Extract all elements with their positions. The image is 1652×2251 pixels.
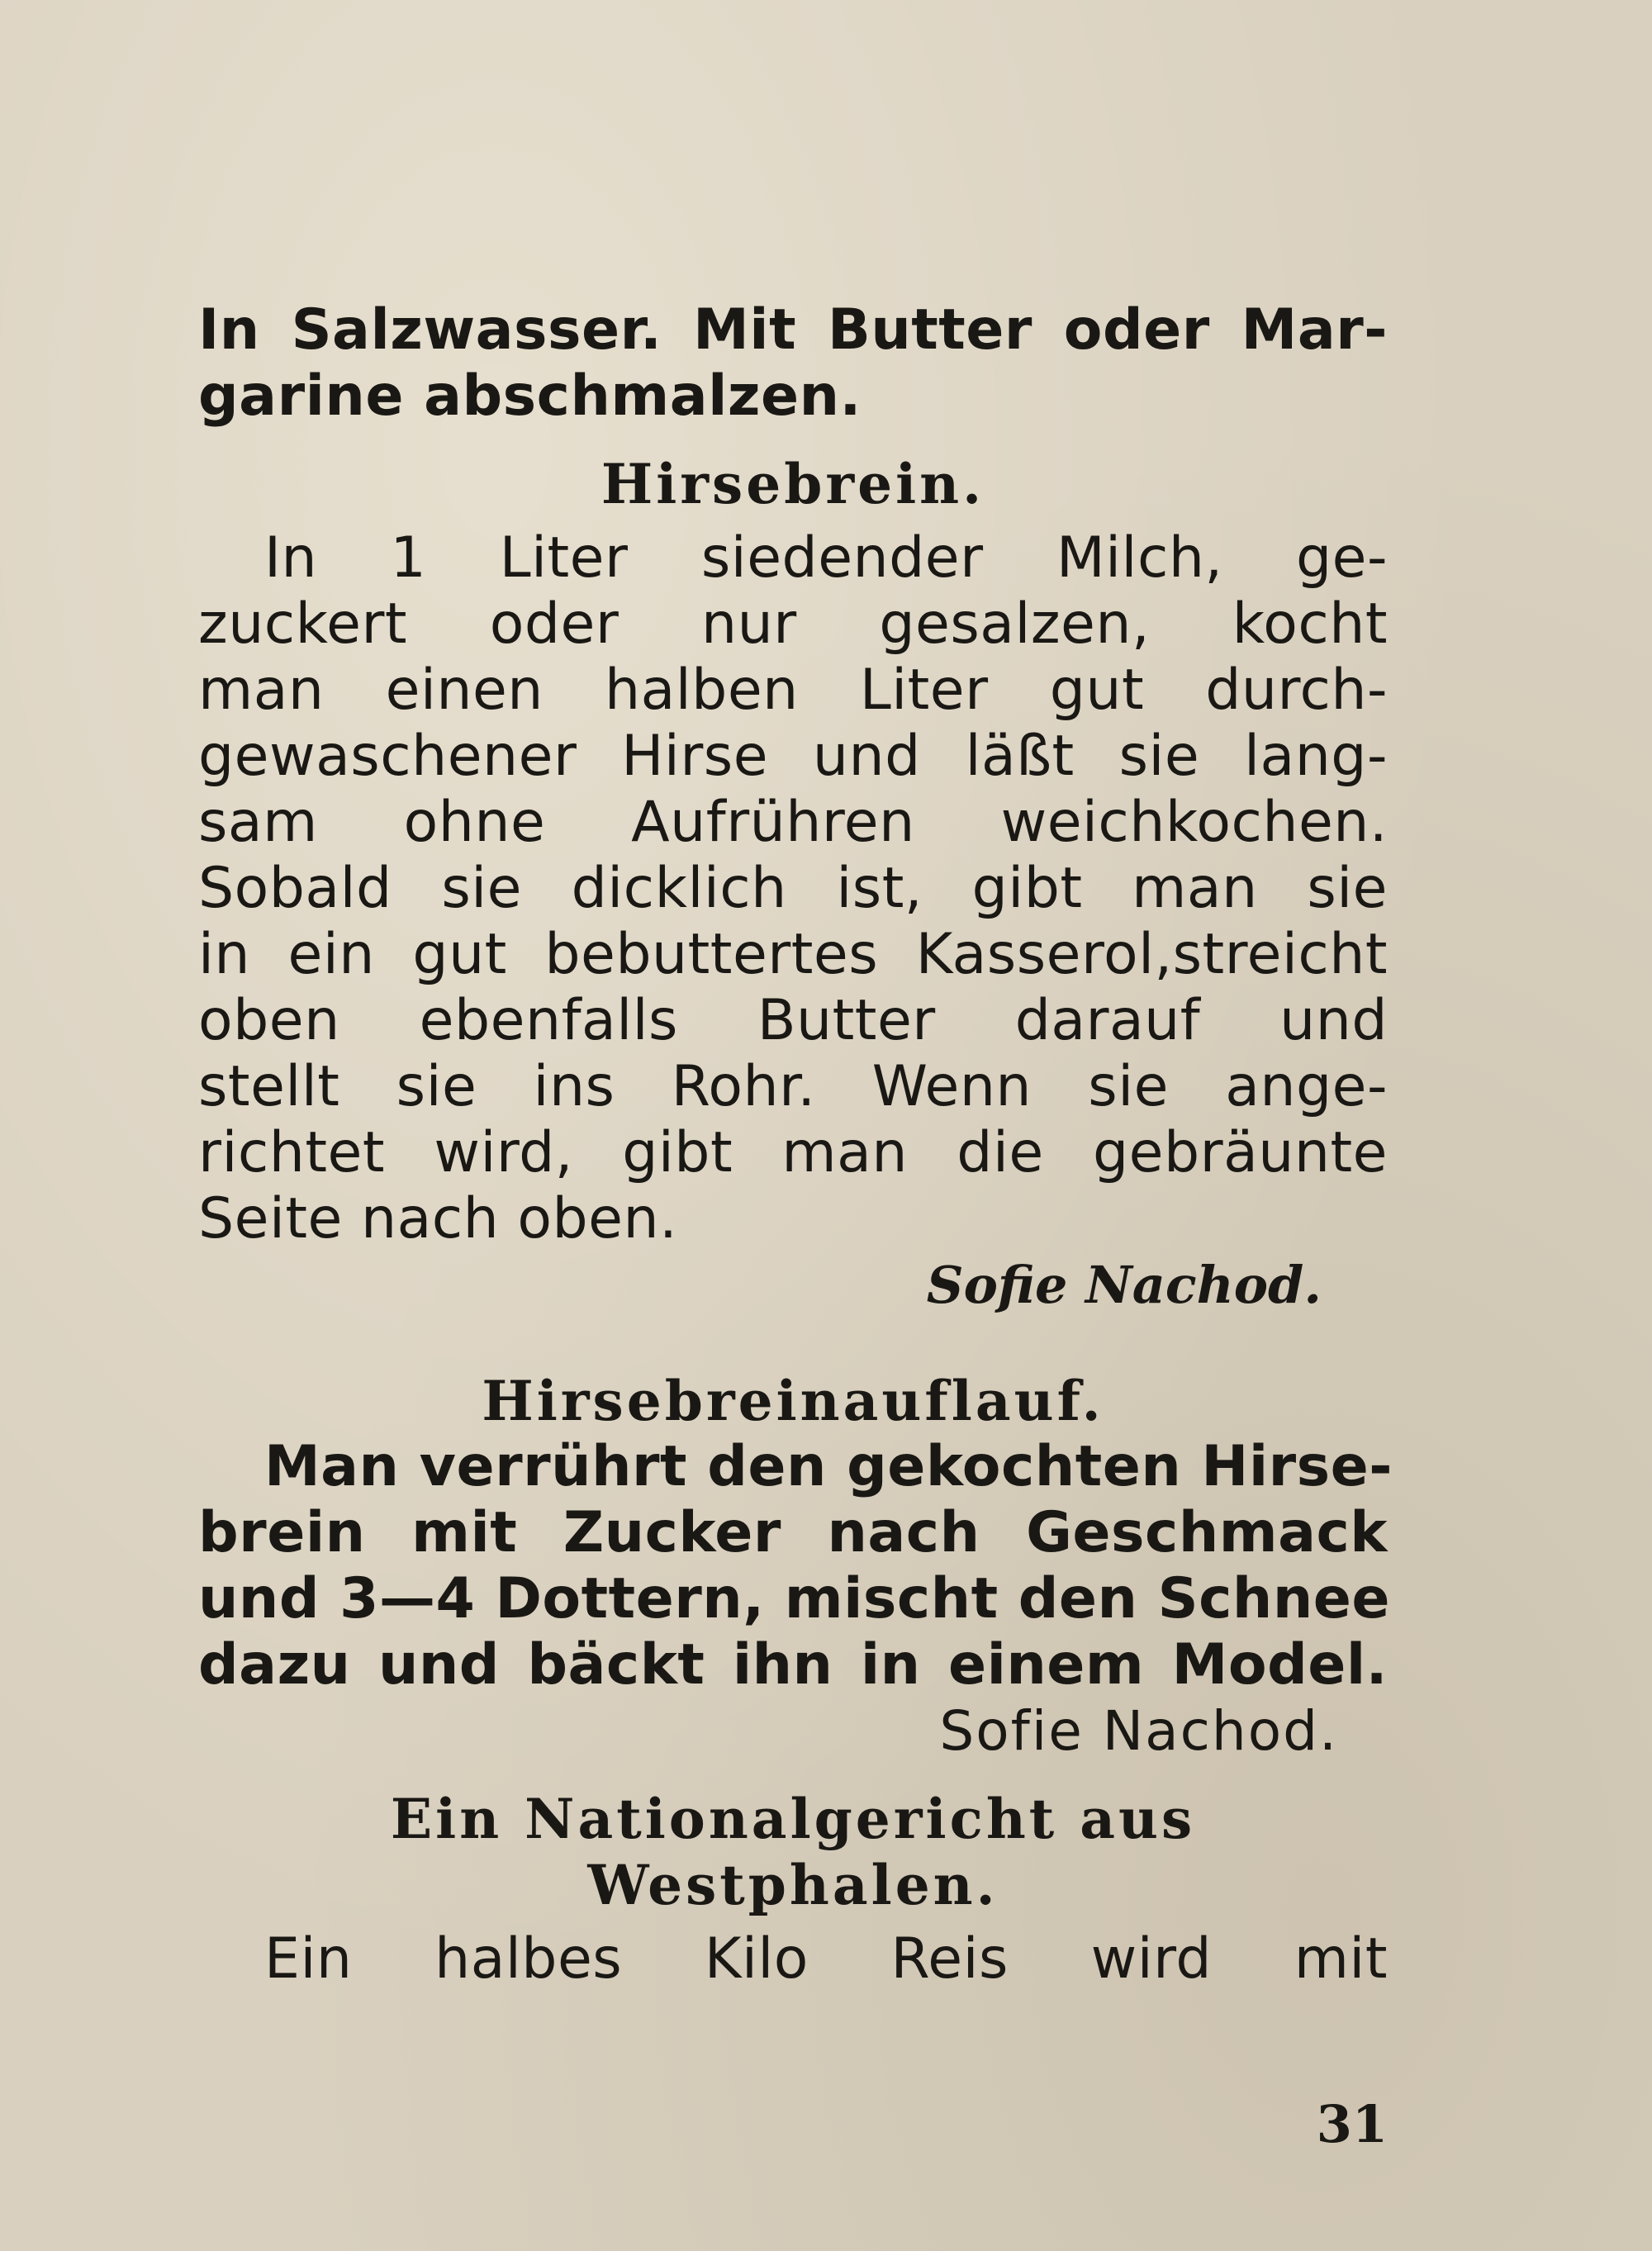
text-line: zuckert oder nur gesalzen, kocht xyxy=(198,591,1388,657)
text-line: brein mit Zucker nach Geschmack xyxy=(198,1500,1388,1565)
text-line: garine abschmalzen. xyxy=(198,363,862,429)
recipe-body-hirsebreinauflauf xyxy=(198,1434,1393,1698)
text-line: Man verrührt den gekochten Hirse- xyxy=(264,1434,1393,1499)
recipe-body-nationalgericht xyxy=(198,1926,1388,1992)
recipe-title-hirsebreinauflauf: Hirsebreinauflauf. xyxy=(482,1369,1104,1433)
text-line: oben ebenfalls Butter darauf und xyxy=(198,988,1388,1053)
text-line: Ein halbes Kilo Reis wird mit xyxy=(264,1926,1388,1992)
text-line: In 1 Liter siedender Milch, ge- xyxy=(264,525,1388,591)
text-line: stellt sie ins Rohr. Wenn sie ange- xyxy=(198,1054,1388,1119)
text-line: In Salzwasser. Mit Butter oder Mar- xyxy=(198,297,1388,363)
author-signature: Sofie Nachod. xyxy=(926,1255,1322,1315)
text-line: Sobald sie dicklich ist, gibt man sie xyxy=(198,856,1388,921)
text-line: gewaschener Hirse und läßt sie lang- xyxy=(198,724,1388,789)
text-line: man einen halben Liter gut durch- xyxy=(198,658,1388,723)
recipe-title-nationalgericht: Ein Nationalgericht aus xyxy=(390,1787,1196,1851)
text-line: in ein gut bebuttertes Kasserol,streicht xyxy=(198,922,1388,987)
recipe-title-hirsebrein: Hirsebrein. xyxy=(601,452,985,516)
recipe-body-hirsebrein xyxy=(198,525,1388,1252)
text-line: sam ohne Aufrühren weichkochen. xyxy=(198,790,1388,855)
text-line: Seite nach oben. xyxy=(198,1186,678,1251)
author-signature: Sofie Nachod. xyxy=(939,1699,1338,1763)
text-column xyxy=(198,297,1393,1992)
recipe-title-nationalgericht-line2: Westphalen. xyxy=(587,1853,999,1917)
text-line: und 3—4 Dottern, mischt den Schnee xyxy=(198,1566,1390,1631)
text-line: richtet wird, gibt man die gebräunte xyxy=(198,1120,1388,1185)
page-number: 31 xyxy=(1316,2094,1388,2154)
text-line: dazu und bäckt ihn in einem Model. xyxy=(198,1632,1388,1698)
intro-paragraph xyxy=(198,297,1388,430)
